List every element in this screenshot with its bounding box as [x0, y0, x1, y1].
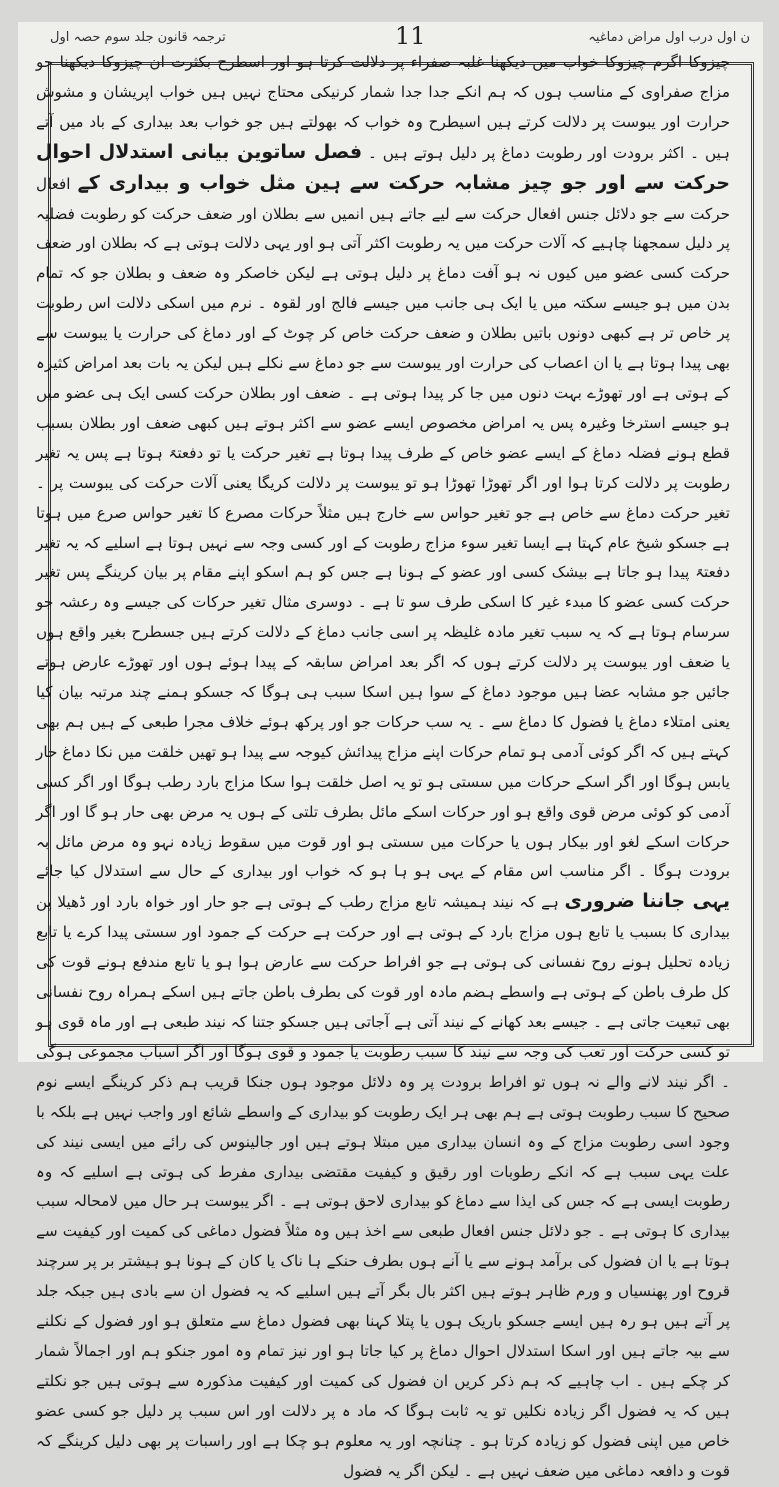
- paragraph: [36, 48, 730, 1487]
- body-text: [36, 48, 731, 1480]
- text-segment: افعال حرکت سے جو دلائل جنس افعال حرکت سے لیے جاتے ہیں انمیں سے بطلان اور ضعف حرکت کو رطوبت فضلیہ پر دلیل سمجھنا چاہیے کہ آلات حرکت میں یہ رطوبت اکثر آتی ہو اور یہی دلالت ہوتی ہے کہ بطلان اور ضعف حرکت کسی عضو میں کیوں نہ ہو آفت دماغ پر دلیل ہوتی ہے لیکن خاصکر وہ ضعف و بطلان جو کہ تمام بدن میں ہو جیسے سکتہ میں یا ایک ہی جانب میں جیسے فالج اور لقوہ ۔ نرم میں اسکی دلالت اس رطوبت پر خاص تر ہے کبھی دونوں باتیں بطلان و ضعف حرکت خاص کر چوٹ کے اور دماغ کی حرارت یا یبوست سے بھی پیدا ہوتا ہے یا ان اعصاب کی حرارت اور یبوست سے جو دماغ سے نکلے ہیں لیکن یہ بات بعد امراض کثیرہ کے ہوتی ہے اور تھوڑے بہت دنوں میں جا کر پیدا ہوتی ہے ۔ ضعف اور بطلان حرکت کسی ایک ہی عضو میں ہو جیسے استرخا وغیرہ پس یہ امراض مخصوص ایسے عضو سے اکثر ہوتے ہیں کبھی ضعف اور بطلان بسبب قطع ہونے فضلہ دماغ کے ایسے عضو خاص کے طرف پیدا ہوتا ہے تغیر حرکت یا تو دفعتہً ہوتا ہے پس یہ تغیر رطوبت پر دلالت کرتا ہوا اور اگر تھوڑا تھوڑا ہو تو یبوست پر دلالت کریگا یعنی آلات حرکت کی یبوست پر ۔ تغیر حرکت دماغ سے خاص ہے جو تغیر حواس سے خارج ہیں مثلاً حرکات مصرع کا تغیر حواس صرع میں ہوتا ہے جسکو شیخ عام کہتا ہے ایسا تغیر سوء مزاج رطوبت کے اور کسی وجہ سے نہیں ہوتا ہے اسلیے کہ یہ تغیر دفعتہً پیدا ہو جاتا ہے بیشک کسی اور عضو کے ہونا ہے جس کو ہم اسکو اپنے مقام پر بیان کرینگے پس تغیر حرکت کسی عضو کا مبدء غیر کا اسکی طرف سو تا ہے ۔ دوسری مثال تغیر حرکات کی جیسے وہ رعشہ جو سرسام ہوتا ہے کہ یہ سبب تغیر مادہ غلیظہ پر اسی جانب دماغ کے دلالت کرتے ہیں جسطرح بغیر واقع ہوں یا ضعف اور یبوست پر دلالت کرتے ہوں کہ اگر بعد امراض سابقہ کے پیدا ہوئے ہوں اور تھوڑے عارض ہوتے جائیں جو مشابہ عضا ہیں موجود دماغ کے سوا ہیں اسکا سبب ہی ہوگا کہ جسکو ہمنے چند مرتبہ بیان کیا یعنی امتلاء دماغ یا فضول کا دماغ سے ۔ یہ سب حرکات جو اور پرکھ ہوئے خلاف مجرا طبعی کے ہیں ہم بھی کہتے ہیں کہ اگر کوئی آدمی ہو تمام حرکات اپنے مزاج پیدائش کیوجہ سے پیدا ہو تھیں خلقت میں نکا دماغ حار یابس ہوگا اور اگر اسکے حرکات میں سستی ہو تو یہ اصل خلقت ہوا سکا مزاج بارد رطب ہوگا اور اگر کسی آدمی کو کوئی مرض قوی واقع ہو اور حرکات اسکے مائل بطرف تلتی کے ہوں یہ مرض بھی حار ہو گا اور اگر حرکات اسکے لغو اور بیکار ہوں یا حرکات میں سستی ہو اور قوت میں سقوط زیادہ نہو وہ مرض مائل بہ برودت ہوگا ۔ اگر مناسب اس مقام کے یہی ہو ہا ہو کہ خواب اور بیداری کے حال سے استدلال کیا جائے: [36, 174, 730, 881]
- text-segment: ہے کہ نیند ہمیشہ تابع مزاج رطب کے ہوتی ہے جو حار اور خواہ بارد اور ڈھیلا پن بیداری کا بسبب یا تابع ہوں مزاج بارد کے ہوتی ہے اور حرکت ہے حرکت کے جمود اور سستی پیدا کرے یا تابع زیادہ تحلیل ہونے روح نفسانی کی ہوتی ہے جو افراط حرکت سے عارض ہوا ہو یا تابع مندفع ہونے قوت کی کل طرف باطن کے ہوتی ہے واسطے ہضم مادہ اور قوت کی بطرف باطن جاتے ہیں اسکے ہمراہ روح نفسانی بھی تبعیت جاتی ہے ۔ جیسے بعد کھانے کے نیند آتی ہے آجاتی ہیں جسکو جتنا کہ نیند طبعی ہے اور ماہ قوی ہو تو کسی حرکت اور تعب کی وجہ سے نیند کا سبب رطوبت یا جمود و قوی ہوگا اور اگر اسباب مجموعی ہوگی ۔ اگر نیند لانے والے نہ ہوں تو افراط برودت پر وہ دلائل موجود ہوں جنکا قریب ہم ذکر کرینگے ایسے نوم صحیح کا سبب رطوبت ہوتی ہے ہم بھی ہر ایک رطوبت کو بیداری کے واسطے شائع اور واجب نہیں ہے بلکہ با وجود اسی رطوبت مزاج کے وہ انسان بیداری میں مبتلا ہوتے ہیں اور جالینوس کی رائے میں ایسی نیند کی علت یہی سبب ہے کہ انکے رطوبات اور رقیق و کیفیت مقتضی بیداری مفرط کی ہوتی ہے اسلیے کہ وہ رطوبت ایسی ہے کہ جس کی ایذا سے دماغ کو بیداری لاحق ہوتی ہے ۔ اگر یبوست ہر حال میں لامحالہ سبب بیداری کا ہوتی ہے ۔ جو دلائل جنس افعال طبعی سے اخذ ہیں وہ مثلاً فضول دماغی کی کمیت اور کیفیت سے ہوتا ہے یا ان فضول کی برآمد ہونے سے یا آنے ہوں بطرف حنکے ہا ناک یا کان کے ہونا ہو ہیشتر بر پر سرچند قروح اور پھنسیاں و ورم ظاہر ہوتے ہیں اکثر بال بگر آتے ہیں اسلیے کہ یہ فضول ان سے بادی ہیں جبکہ جلد پر آتے ہیں ہو رہ ہیں ایسے جسکو باریک ہوں یا پتلا کہنا بھی فضول دماغ سے متعلق ہو اور فضول کے نکلنے سے بیہ جاتے ہیں اور اسکا استدلال احوال دماغ پر کیا جاتا ہو اور نیز تمام وہ امور جنکو ہم اور اجمالاً شمار کر چکے ہیں ۔ اب چاہیے کہ ہم ذکر کریں ان فضول کی کمیت اور کیفیت مذکورہ سے ہوتی ہیں جو نکلتے ہیں کہ یہ فضول اگر زیادہ نکلیں تو یہ ثابت ہوگا کہ ماد ہ پر دلالت اور اس سبب پر دلیل جو کسی عضو خاص میں اپنی فضول کو زیادہ کرتا ہو ۔ چنانچہ اور یہ معلوم ہو چکا ہے اور راسبات پر بھی دلیل کرینگے کہ قوت و دافعہ دماغی میں ضعف نہیں ہے ۔ لیکن اگر یہ فضول: [36, 893, 731, 1480]
- section-heading: فصل ساتوین بیانی استدلال احوال حرکت سے اور جو چیز مشابہ حرکت سے ہین مثل خواب و بیداری کے: [36, 140, 731, 194]
- emphasis-text: یہی جاننا ضروری: [564, 890, 730, 913]
- page-number: 11: [395, 22, 426, 50]
- text-segment: چیزوکا اگرم چیزوکا خواب میں دیکھنا غلبہ صفراء پر دلالت کرتا ہو اور اسطرح بکثرت ان چیزوکا دیکھنا جو مزاج صفراوی کے مناسب ہوں کہ ہم انکے جدا جدا شمار کرنیکی محتاج نہیں ہیں خواب اپریشان و مشوش حرارت اور یبوست پر دلالت کرتے ہیں اسیطرح وہ خواب کہ بھولتے ہیں جو خواب بعد بیداری کے باد میں آتے ہیں ۔ اکثر برودت اور رطوبت دماغ پر دلیل ہوتے ہیں ۔: [36, 53, 730, 162]
- running-title-right: ن اول درب اول مراض دماغیہ: [588, 30, 750, 45]
- running-title-left: ترجمہ قانون جلد سوم حصہ اول: [50, 30, 226, 45]
